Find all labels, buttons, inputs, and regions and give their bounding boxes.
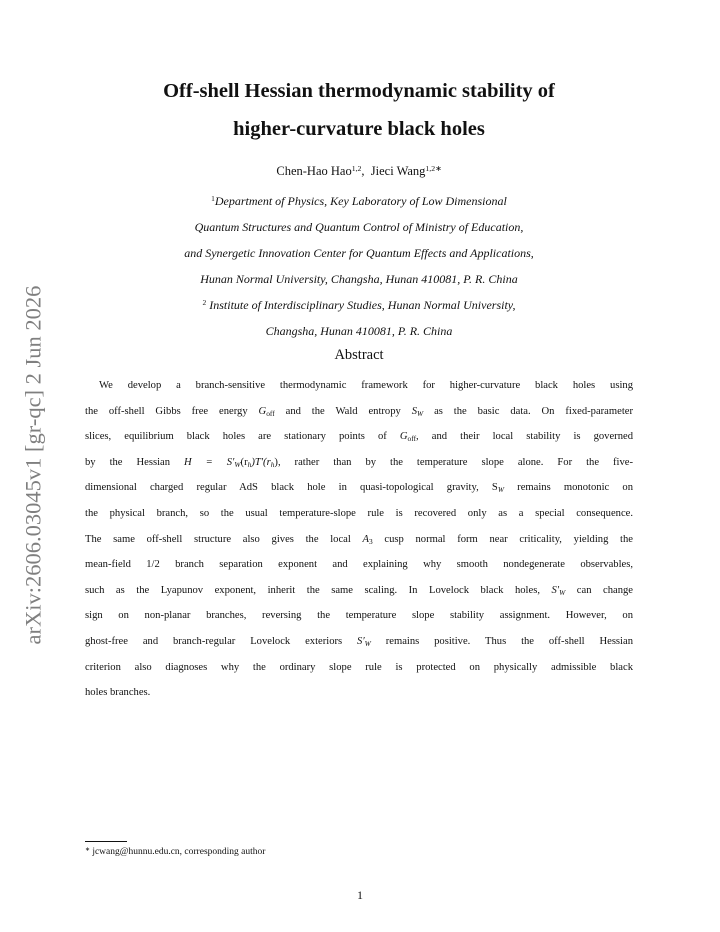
author-affil-mark: 1,2∗ (425, 163, 442, 173)
abstract-line: such as the Lyapunov exponent, inherit the same scaling. In Lovelock black holes, $S'_W$ can change (85, 584, 633, 597)
author-list (84, 164, 634, 179)
abstract-line: the off-shell Gibbs free energy $G_{off}$ and the Wald entropy $S_W$ as the basic data. On fixed-parameter (85, 405, 633, 418)
page-number: 1 (357, 888, 363, 902)
abstract-line: ghost-free and branch-regular Lovelock exteriors $S'_W$ remains positive. Thus the off-shell Hessian (85, 635, 633, 648)
affiliations (84, 188, 634, 344)
footnote-rule (85, 841, 127, 842)
affil-mark: 1 (211, 193, 215, 203)
abstract-line: by the Hessian $H = S'_W(r_h)T'(r_h)$, rather than by the temperature slope alone. For the five- (85, 456, 633, 469)
abstract-line: criterion also diagnoses why the ordinary slope rule is protected on physically admissible black (85, 661, 633, 673)
abstract-line: The same off-shell structure also gives the local $A_3$ cusp normal form near criticality, yielding the (85, 533, 633, 546)
affiliation-line: $^2$ Institute of Interdisciplinary Studies, Hunan Normal University, (202, 297, 516, 312)
abstract-line: sign on non-planar branches, reversing the temperature slope stability assignment. However, on (85, 610, 633, 622)
affiliation-line: Changsha, Hunan 410081, P. R. China (265, 324, 453, 338)
abstract-line: dimensional charged regular AdS black hole in quasi-topological gravity, $S_W$ remains monotonic on (85, 482, 633, 495)
affiliation-line: Quantum Structures and Quantum Control of Ministry of Education, (194, 220, 524, 234)
abstract-line: mean-field 1/2 branch separation exponent and explaining why smooth nondegenerate observables, (85, 559, 633, 571)
footnote (85, 847, 265, 857)
author-name: Jieci Wang (370, 164, 426, 178)
author-separator: , (361, 164, 371, 178)
footnote-text: jcwang@hunnu.edu.cn, corresponding author (89, 847, 266, 857)
arxiv-sidebar (21, 270, 45, 660)
affiliation-line: and Synergetic Innovation Center for Quantum Effects and Applications, (184, 246, 534, 260)
footnote-mark: ∗ (85, 846, 90, 853)
abstract-line: slices, equilibrium black holes are stationary points of $G_{off}$, and their local stability is governed (85, 431, 633, 444)
abstract-line: the physical branch, so the usual temperature-slope rule is recovered only as a special consequence. (85, 507, 633, 519)
affiliation-line: Hunan Normal University, Changsha, Hunan 410081, P. R. China (200, 272, 518, 286)
paper-title-line2: higher-curvature black holes (233, 118, 485, 140)
affil-mark: 2 (202, 297, 207, 307)
affiliation-line: $^1$Department of Physics, Key Laboratory of Low Dimensional (211, 193, 507, 208)
author-name: Chen-Hao Hao (276, 164, 352, 178)
abstract-body (85, 373, 633, 706)
abstract-line: We develop a branch-sensitive thermodynamic framework for higher-curvature black holes using (99, 380, 633, 391)
abstract-heading: Abstract (334, 347, 384, 363)
abstract-line: holes branches. (85, 687, 151, 699)
author-affil-mark: 1,2 (351, 163, 362, 173)
paper-title-line1: Off-shell Hessian thermodynamic stability of (163, 80, 555, 102)
arxiv-identifier: arXiv:2606.03045v1 [gr-qc] 2 Jun 2026 (20, 285, 45, 645)
